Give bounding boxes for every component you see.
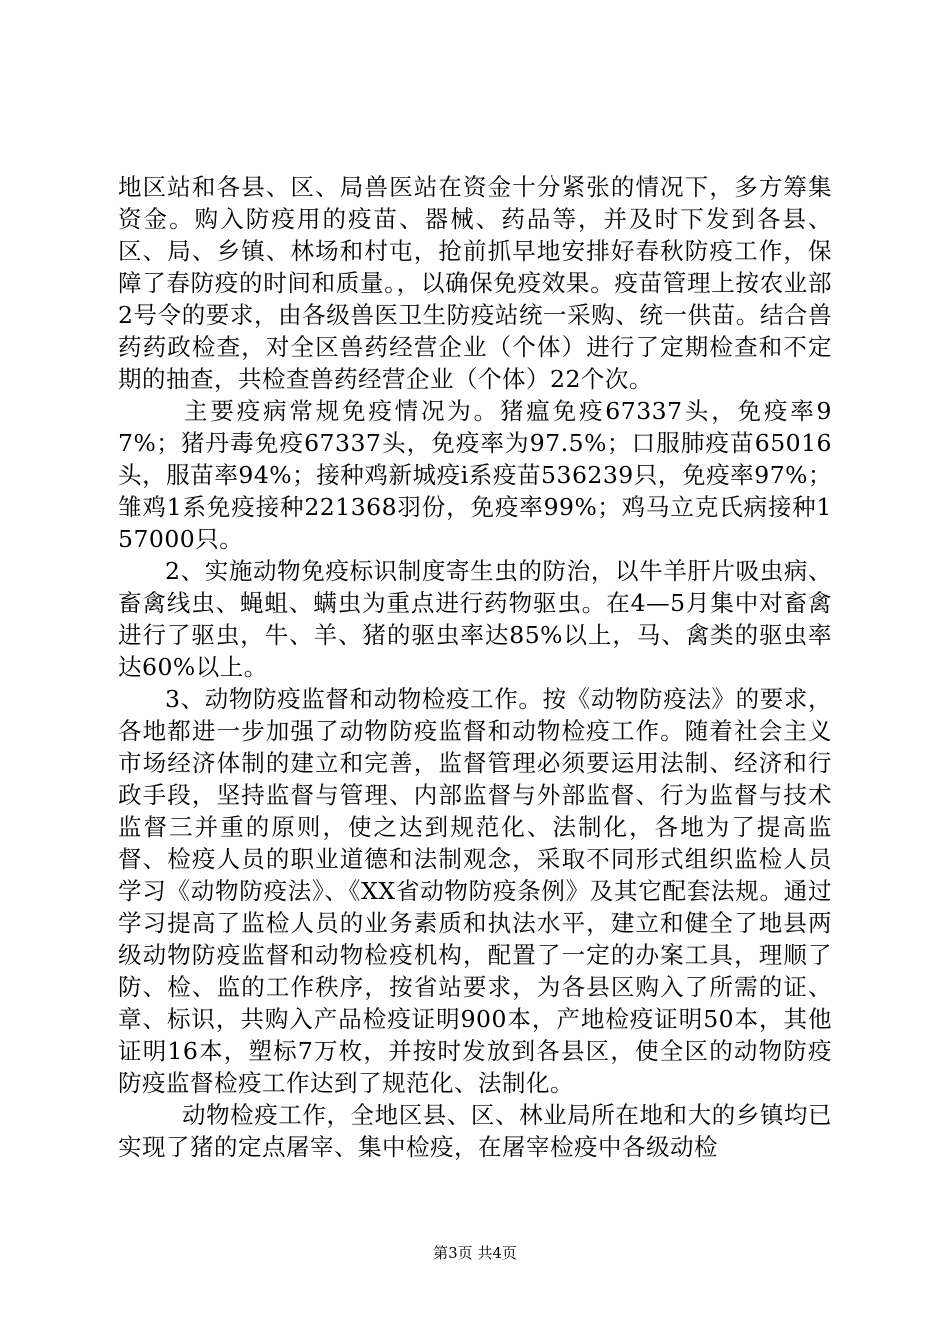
paragraph-immunization-stats: 主要疫病常规免疫情况为。猪瘟免疫67337头，免疫率97%；猪丹毒免疫67337头，免疫率为97.5%；口服肺疫苗65016头，服苗率94%；接种鸡新城疫i系疫苗536239只，免疫率97%；雏鸡1系免疫接种221368羽份，免疫率99%；鸡马立克氏病接种157000只。: [118, 397, 832, 553]
paragraph-animal-quarantine: 动物检疫工作，全地区县、区、林业局所在地和大的乡镇均已实现了猪的定点屠宰、集中检疫，在屠宰检疫中各级动检: [118, 1101, 832, 1161]
paragraph-supervision-quarantine: 3、动物防疫监督和动物检疫工作。按《动物防疫法》的要求，各地都进一步加强了动物防疫监督和动物检疫工作。随着社会主义市场经济体制的建立和完善，监督管理必须要运用法制、经济和行政手段，坚持监督与管理、内部监督与外部监督、行为监督与技术监督三并重的原则，使之达到规范化、法制化，各地为了提高监督、检疫人员的职业道德和法制观念，采取不同形式组织监检人员学习《动物防疫法》、《XX省动物防疫条例》及其它配套法规。通过学习提高了监检人员的业务素质和执法水平，建立和健全了地县两级动物防疫监督和动物检疫机构，配置了一定的办案工具，理顺了防、检、监的工作秩序，按省站要求，为各县区购入了所需的证、章、标识，共购入产品检疫证明900本，产地检疫证明50本，其他证明16本，塑标7万枚，并按时发放到各县区，使全区的动物防疫防疫监督检疫工作达到了规范化、法制化。: [118, 685, 832, 1097]
paragraph-funding: 地区站和各县、区、局兽医站在资金十分紧张的情况下，多方筹集资金。购入防疫用的疫苗、器械、药品等，并及时下发到各县、区、局、乡镇、林场和村屯，抢前抓早地安排好春秋防疫工作，保障了春防疫的时间和质量。，以确保免疫效果。疫苗管理上按农业部2号令的要求，由各级兽医卫生防疫站统一采购、统一供苗。结合兽药药政检查，对全区兽药经营企业（个体）进行了定期检查和不定期的抽查，共检查兽药经营企业（个体）22个次。: [118, 173, 832, 393]
document-body: [118, 171, 832, 1163]
paragraph-parasite-control: 2、实施动物免疫标识制度寄生虫的防治，以牛羊肝片吸虫病、畜禽线虫、蝇蛆、螨虫为重点进行药物驱虫。在4—5月集中对畜禽进行了驱虫，牛、羊、猪的驱虫率达85%以上，马、禽类的驱虫率达60%以上。: [118, 557, 832, 681]
page-footer: 第3页 共4页: [433, 1244, 517, 1262]
